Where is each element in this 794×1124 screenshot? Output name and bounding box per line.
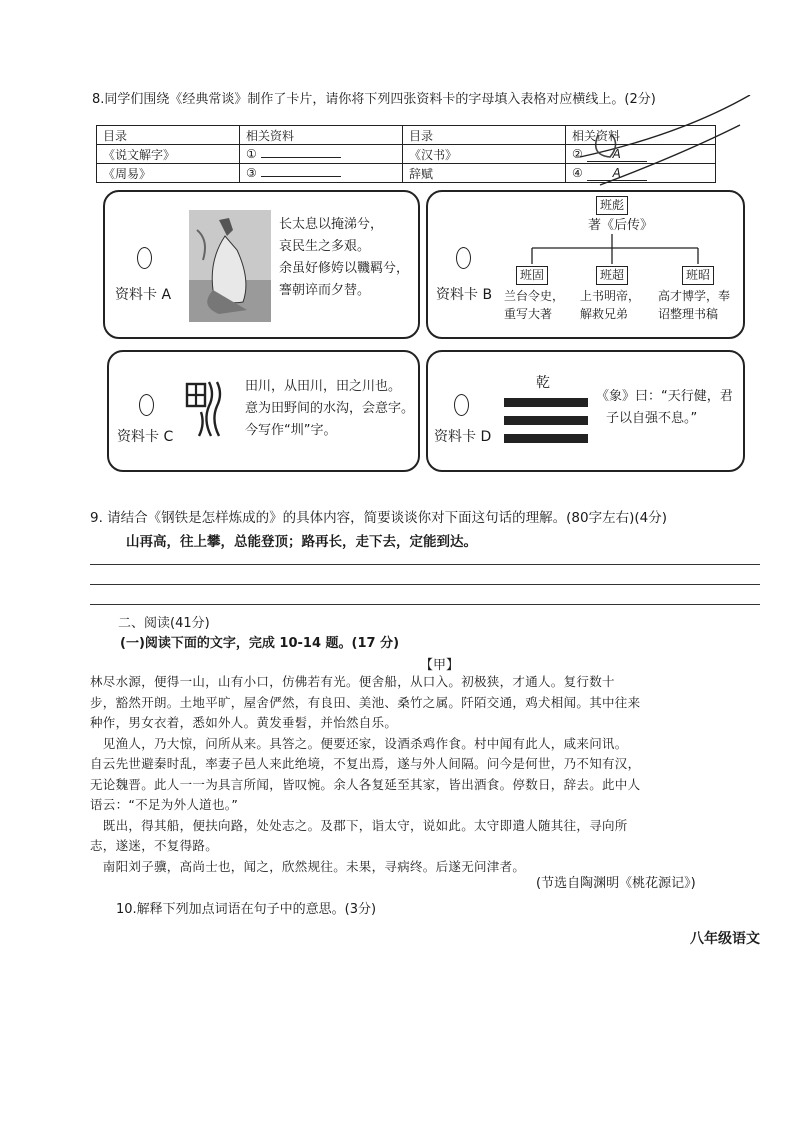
table-header: 相关资料: [566, 126, 716, 145]
table-row: [97, 145, 716, 164]
family-root-note: 著《后传》: [588, 218, 654, 233]
trigram-name: 乾: [536, 375, 550, 391]
card-a: [103, 190, 420, 339]
family-desc: 重写大著: [504, 307, 553, 321]
answer-line[interactable]: [90, 604, 760, 605]
answer-blank[interactable]: ② A: [566, 145, 716, 164]
passage-source: (节选自陶渊明《桃花源记》): [536, 876, 696, 891]
table-cell: 《汉书》: [403, 145, 566, 164]
section-subtitle: (一)阅读下面的文字，完成 10-14 题。(17 分): [120, 636, 400, 651]
passage-line: 无论魏晋。此人一一为具言所闻，皆叹惋。余人各复延至其家，皆出酒食。停数日，辞去。此中人: [90, 776, 641, 792]
card-c: [107, 350, 420, 472]
passage-line: 自云先世避秦时乱，率妻子邑人来此绝境，不复出焉，遂与外人间隔。问今是何世，乃不知有汉，: [90, 756, 641, 771]
grade-subject-tag: 八年级语文: [690, 931, 760, 947]
answer-line[interactable]: [90, 564, 760, 565]
punch-hole: [137, 247, 152, 269]
card-a-label: 资料卡 A: [115, 287, 172, 303]
family-desc: 诏整理书稿: [658, 307, 719, 321]
family-desc: 解救兄弟: [580, 307, 629, 321]
card-b-label: 资料卡 B: [436, 287, 493, 303]
punch-hole: [139, 394, 154, 416]
question-10-prompt: 10.解释下列加点词语在句子中的意思。(3分): [116, 902, 377, 917]
family-node-banzhao: 班昭: [682, 266, 714, 285]
passage-line: 林尽水源，便得一山，山有小口，仿佛若有光。便舍船，从口入。初极狭，才通人。复行数十: [90, 674, 615, 689]
question-8-prompt: 8.同学们围绕《经典常谈》制作了卡片，请你将下列四张资料卡的字母填入表格对应横线上。(2分): [92, 92, 656, 107]
qu-yuan-portrait-image: [189, 210, 271, 322]
table-cell: 《说文解字》: [97, 145, 240, 164]
answer-line[interactable]: [90, 584, 760, 585]
passage-line: 见渔人，乃大惊，问所从来。具答之。便要还家，设酒杀鸡作食。村中闻有此人，咸来问讯。: [90, 735, 628, 751]
answer-table: [96, 125, 716, 183]
passage-text: [90, 672, 770, 877]
answer-blank[interactable]: ①: [240, 145, 403, 164]
family-desc: 高才博学，奉: [658, 289, 731, 303]
punch-hole: [454, 394, 469, 416]
card-c-text: 今写作“圳”字。: [245, 423, 337, 438]
family-desc: 上书明帝，: [580, 289, 641, 303]
answer-blank[interactable]: ④ A: [566, 164, 716, 183]
ancient-character-glyph: [183, 376, 223, 442]
card-d: [426, 350, 745, 472]
answer-blank[interactable]: ③: [240, 164, 403, 183]
card-b: [426, 190, 745, 339]
passage-line: 志，遂迷，不复得路。: [90, 838, 219, 853]
card-d-label: 资料卡 D: [434, 429, 492, 445]
card-d-text: 子以自强不息。”: [606, 411, 698, 426]
family-root-node: 班彪: [596, 196, 628, 215]
passage-line: 既出，得其船，便扶向路，处处志之。及郡下，诣太守，说如此。太守即遣人随其往，寻向所: [90, 817, 628, 833]
passage-line: 语云：“不足为外人道也。”: [90, 797, 239, 812]
question-9-quote: 山再高，往上攀，总能登顶；路再长，走下去，定能到达。: [126, 534, 477, 550]
table-header: 目录: [97, 126, 240, 145]
family-node-banchao: 班超: [596, 266, 628, 285]
question-9-prompt: 9. 请结合《钢铁是怎样炼成的》的具体内容，简要谈谈你对下面这句话的理解。(80字左右)(4分): [90, 510, 668, 526]
card-c-label: 资料卡 C: [117, 429, 174, 445]
section-title: 二、阅读(41分): [118, 616, 210, 631]
card-c-text: 意为田野间的水沟，会意字。: [245, 401, 415, 416]
qian-trigram-icon: [504, 394, 588, 450]
table-header: 相关资料: [240, 126, 403, 145]
passage-line: 南阳刘子骥，高尚士也，闻之，欣然规往。未果，寻病终。后遂无问津者。: [90, 858, 526, 874]
family-node-bangu: 班固: [516, 266, 548, 285]
poem-line: 哀民生之多艰。: [279, 239, 371, 254]
poem-line: 謇朝谇而夕替。: [279, 283, 371, 298]
card-d-text: 《象》曰：“天行健，君: [596, 389, 733, 404]
passage-line: 种作，男女衣着，悉如外人。黄发垂髫，并怡然自乐。: [90, 715, 398, 730]
family-desc: 兰台令史，: [504, 289, 565, 303]
poem-line: 长太息以掩涕兮，: [279, 217, 384, 232]
card-c-text: 田川，从田川，田之川也。: [245, 379, 402, 394]
table-cell: 辞赋: [403, 164, 566, 183]
family-tree-lines: [508, 234, 728, 264]
passage-line: 步，豁然开朗。土地平旷，屋舍俨然，有良田、美池、桑竹之属。阡陌交通，鸡犬相闻。其中往来: [90, 694, 641, 710]
punch-hole: [456, 247, 471, 269]
table-row: [97, 164, 716, 183]
passage-label: 【甲】: [420, 658, 460, 673]
table-row: [97, 126, 716, 145]
table-header: 目录: [403, 126, 566, 145]
table-cell: 《周易》: [97, 164, 240, 183]
poem-line: 余虽好修姱以鞿羁兮，: [279, 261, 410, 276]
